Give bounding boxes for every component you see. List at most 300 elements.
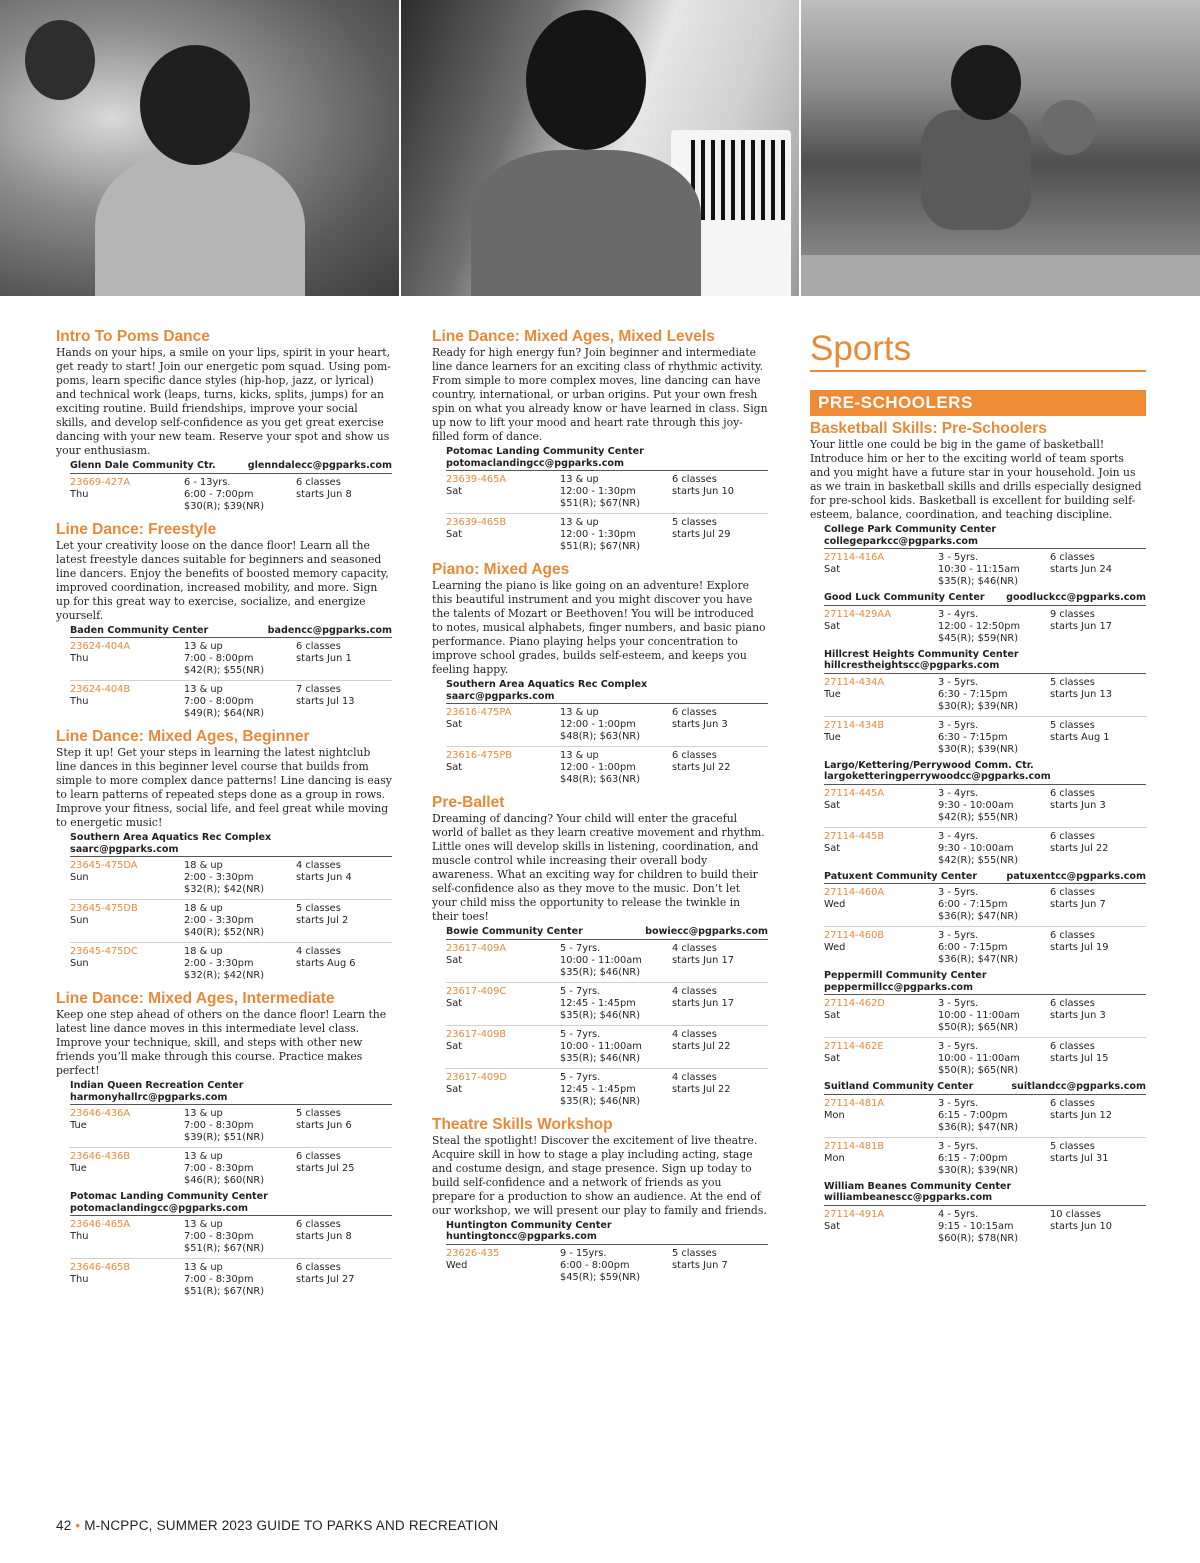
session-row <box>70 641 392 681</box>
start-date: starts Jun 24 <box>1050 564 1112 575</box>
meeting-time: 12:00 - 1:30pm <box>560 486 636 497</box>
session-row <box>446 986 768 1026</box>
age-range: 5 - 7yrs. <box>560 1071 601 1083</box>
course-fees: $36(R); $47(NR) <box>938 1121 1019 1133</box>
meeting-time: 12:00 - 1:00pm <box>560 719 636 730</box>
page-number: 42 <box>56 1518 72 1533</box>
placeholder-cell <box>70 665 184 677</box>
start-date: starts Jun 3 <box>1050 1010 1106 1021</box>
start-date: starts Jul 15 <box>1050 1053 1109 1064</box>
course-title: Line Dance: Mixed Ages, Mixed Levels <box>432 328 715 345</box>
meeting-time: 12:45 - 1:45pm <box>560 1083 636 1095</box>
meeting-time: 6:00 - 8:00pm <box>560 1259 630 1271</box>
venue-header <box>70 460 392 474</box>
course-listing <box>56 990 392 1301</box>
session-row <box>824 720 1146 759</box>
venue-email[interactable]: suitlandcc@pgparks.com <box>1011 1081 1146 1092</box>
course-code: 27114-462D <box>824 998 885 1009</box>
placeholder-cell <box>70 708 184 720</box>
course-code: 23617-409D <box>446 1071 507 1083</box>
meeting-day: Tue <box>70 1120 87 1131</box>
venue-email[interactable]: saarc@pgparks.com <box>70 843 179 855</box>
venue-email[interactable]: collegeparkcc@pgparks.com <box>824 535 978 547</box>
header-photo-strip <box>0 0 1200 296</box>
meeting-day: Sat <box>824 564 841 575</box>
placeholder-cell <box>824 911 938 923</box>
placeholder-cell <box>446 1053 560 1065</box>
course-description: Let your creativity loose on the dance floor! Learn all the latest freestyle dances suitable for beginners and seasoned line dancers. Enjoy the benefits of boosted memory capacity, improved coordination, increased mobility, and more. Sign up for this great way to exercise, socialize, and energize yourself. <box>56 538 389 622</box>
meeting-time: 7:00 - 8:30pm <box>184 1274 254 1285</box>
course-offering <box>824 649 1146 759</box>
meeting-day: Tue <box>70 1163 87 1174</box>
course-fees: $50(R); $65(NR) <box>938 1065 1019 1076</box>
age-range: 3 - 5yrs. <box>938 930 979 941</box>
meeting-day: Thu <box>70 653 89 664</box>
course-fees: $45(R); $59(NR) <box>560 1271 641 1283</box>
age-range: 5 - 7yrs. <box>560 942 601 954</box>
meeting-day: Sun <box>70 872 89 883</box>
age-range: 3 - 5yrs. <box>938 998 979 1009</box>
venue-header <box>824 524 1146 549</box>
start-date: starts Jun 8 <box>296 488 352 500</box>
session-row <box>446 1248 768 1287</box>
class-count: 4 classes <box>296 946 341 957</box>
start-date: starts Jun 7 <box>672 1259 728 1271</box>
age-range: 13 & up <box>560 517 599 528</box>
session-row <box>824 887 1146 927</box>
venue-name: Glenn Dale Community Ctr. <box>70 460 216 471</box>
age-range: 3 - 4yrs. <box>938 787 979 799</box>
venue-name: Hillcrest Heights Community Center <box>824 648 1019 660</box>
placeholder-cell <box>824 744 938 756</box>
class-count: 5 classes <box>1050 676 1095 688</box>
meeting-day: Sat <box>446 486 463 497</box>
venue-name: Southern Area Aquatics Rec Complex <box>70 832 272 843</box>
venue-email[interactable]: harmonyhallrc@pgparks.com <box>70 1091 228 1103</box>
course-fees: $51(R); $67(NR) <box>184 1286 265 1297</box>
meeting-day: Sat <box>824 1220 841 1232</box>
start-date: starts Jul 19 <box>1050 942 1109 953</box>
meeting-day: Thu <box>70 488 89 500</box>
course-fees: $51(R); $67(NR) <box>184 1243 265 1254</box>
meeting-day: Wed <box>824 942 846 953</box>
placeholder-cell <box>824 1065 938 1077</box>
class-count: 4 classes <box>672 1071 717 1083</box>
placeholder-cell <box>824 812 938 824</box>
sports-course-list <box>810 420 1146 1248</box>
venue-name: Patuxent Community Center <box>824 870 978 882</box>
session-row <box>446 707 768 747</box>
start-date: starts Jun 1 <box>296 653 352 664</box>
venue-email[interactable]: williambeanescc@pgparks.com <box>824 1192 993 1203</box>
age-range: 13 & up <box>184 641 223 652</box>
venue-name: Potomac Landing Community Center <box>70 1191 268 1202</box>
course-fees: $30(R); $39(NR) <box>938 700 1019 712</box>
venue-email[interactable]: goodluckcc@pgparks.com <box>1006 592 1146 603</box>
course-title: Line Dance: Mixed Ages, Beginner <box>56 728 310 745</box>
start-date: starts Jun 10 <box>672 486 734 497</box>
start-date: starts Jun 8 <box>296 1231 352 1242</box>
venue-name: Potomac Landing Community Center <box>446 446 644 457</box>
age-range: 5 - 7yrs. <box>560 1028 601 1040</box>
venue-email[interactable]: glenndalecc@pgparks.com <box>247 460 392 471</box>
course-code: 23645-475DA <box>70 860 138 871</box>
venue-header <box>824 760 1146 785</box>
venue-name: Huntington Community Center <box>446 1219 612 1231</box>
course-code: 23645-475DC <box>70 946 138 957</box>
course-listing <box>56 328 392 516</box>
course-code: 27114-491A <box>824 1208 885 1220</box>
class-count: 5 classes <box>672 1247 717 1259</box>
session-row <box>70 903 392 943</box>
course-offering <box>70 625 392 724</box>
venue-header <box>824 649 1146 674</box>
course-offering <box>824 524 1146 591</box>
start-date: starts Jun 4 <box>296 872 352 883</box>
start-date: starts Aug 1 <box>1050 731 1110 743</box>
course-listing <box>432 561 768 789</box>
class-count: 5 classes <box>296 903 341 914</box>
start-date: starts Aug 6 <box>296 958 356 969</box>
class-count: 7 classes <box>296 684 341 695</box>
class-count: 6 classes <box>1050 552 1095 563</box>
venue-header <box>824 592 1146 606</box>
start-date: starts Jul 22 <box>672 1040 731 1052</box>
venue-email[interactable]: badencc@pgparks.com <box>267 624 392 636</box>
course-code: 27114-429AA <box>824 608 892 620</box>
meeting-time: 7:00 - 8:00pm <box>184 696 254 707</box>
course-code: 23645-475DB <box>70 903 138 914</box>
left-column <box>56 328 392 1306</box>
class-count: 5 classes <box>1050 1140 1095 1152</box>
venue-header <box>446 446 768 471</box>
venue-name: Indian Queen Recreation Center <box>70 1080 244 1091</box>
venue-name: Good Luck Community Center <box>824 592 985 603</box>
venue-header <box>446 1220 768 1245</box>
meeting-time: 6:15 - 7:00pm <box>938 1109 1008 1121</box>
class-count: 4 classes <box>672 1028 717 1040</box>
course-fees: $45(R); $59(NR) <box>938 632 1019 644</box>
course-listing <box>56 521 392 724</box>
course-fees: $48(R); $63(NR) <box>560 731 641 742</box>
placeholder-cell <box>70 1243 184 1255</box>
start-date: starts Jun 12 <box>1050 1109 1112 1121</box>
placeholder-cell <box>824 1165 938 1177</box>
meeting-time: 12:00 - 12:50pm <box>938 620 1020 632</box>
placeholder-cell <box>446 498 560 510</box>
meeting-day: Sat <box>824 1053 841 1064</box>
venue-header <box>824 970 1146 995</box>
course-fees: $51(R); $67(NR) <box>560 541 641 552</box>
session-row <box>446 1029 768 1069</box>
venue-line <box>824 1081 1146 1093</box>
placeholder-cell <box>446 731 560 743</box>
placeholder-cell <box>70 1132 184 1144</box>
course-code: 23646-465A <box>70 1219 131 1230</box>
course-title: Piano: Mixed Ages <box>432 561 570 578</box>
venue-email[interactable]: saarc@pgparks.com <box>446 690 555 702</box>
venue-email[interactable]: potomaclandingcc@pgparks.com <box>70 1202 249 1214</box>
venue-line <box>824 871 1146 883</box>
start-date: starts Jul 22 <box>1050 842 1109 854</box>
course-fees: $51(R); $67(NR) <box>560 498 641 509</box>
course-offering <box>824 871 1146 970</box>
age-range: 3 - 5yrs. <box>938 676 979 688</box>
venue-header <box>824 1181 1146 1206</box>
session-row <box>446 1072 768 1111</box>
section-divider <box>810 370 1146 372</box>
meeting-time: 6:00 - 7:15pm <box>938 899 1008 910</box>
class-count: 5 classes <box>296 1108 341 1119</box>
start-date: starts Jul 2 <box>296 915 349 926</box>
course-code: 23624-404A <box>70 641 131 652</box>
meeting-time: 6:00 - 7:00pm <box>184 488 254 500</box>
course-code: 23639-465B <box>446 517 507 528</box>
course-offering <box>824 1081 1146 1180</box>
course-code: 27114-481A <box>824 1097 885 1109</box>
venue-name: Largo/Kettering/Perrywood Comm. Ctr. <box>824 759 1034 771</box>
session-row <box>70 946 392 985</box>
venue-email[interactable]: largoketteringperrywoodcc@pgparks.com <box>824 771 1051 782</box>
class-count: 5 classes <box>1050 719 1095 731</box>
age-range: 3 - 4yrs. <box>938 608 979 620</box>
course-code: 23624-404B <box>70 684 131 695</box>
course-offering <box>446 1220 768 1287</box>
age-range: 18 & up <box>184 860 223 871</box>
footer-separator: • <box>75 1518 81 1533</box>
placeholder-cell <box>70 1175 184 1187</box>
session-row <box>824 1141 1146 1180</box>
meeting-time: 10:00 - 11:00am <box>560 954 642 966</box>
women-dancing-photo <box>0 0 399 296</box>
meeting-time: 7:00 - 8:30pm <box>184 1120 254 1131</box>
session-row <box>70 1108 392 1148</box>
session-row <box>446 474 768 514</box>
session-row <box>70 860 392 900</box>
placeholder-cell <box>824 1022 938 1034</box>
course-fees: $36(R); $47(NR) <box>938 954 1019 965</box>
session-row <box>70 684 392 723</box>
placeholder-cell <box>70 970 184 982</box>
meeting-time: 12:00 - 1:00pm <box>560 762 636 773</box>
course-fees: $48(R); $63(NR) <box>560 774 641 785</box>
course-code: 23646-436B <box>70 1151 131 1162</box>
session-row <box>824 788 1146 828</box>
age-range: 3 - 5yrs. <box>938 1140 979 1152</box>
course-code: 23669-427A <box>70 476 131 488</box>
publication-title: M-NCPPC, SUMMER 2023 GUIDE TO PARKS AND RECREATION <box>84 1518 499 1533</box>
age-range: 6 - 13yrs. <box>184 476 231 488</box>
course-listing <box>810 420 1146 1248</box>
class-count: 6 classes <box>1050 998 1095 1009</box>
class-count: 4 classes <box>672 985 717 997</box>
meeting-day: Thu <box>70 1231 89 1242</box>
venue-email[interactable]: huntingtoncc@pgparks.com <box>446 1231 597 1242</box>
class-count: 6 classes <box>1050 1041 1095 1052</box>
course-listing <box>56 728 392 985</box>
venue-email[interactable]: potomaclandingcc@pgparks.com <box>446 457 625 469</box>
venue-email[interactable]: patuxentcc@pgparks.com <box>1006 870 1146 882</box>
class-count: 6 classes <box>672 750 717 761</box>
course-offering <box>446 926 768 1111</box>
class-count: 6 classes <box>1050 930 1095 941</box>
right-column <box>810 328 1146 1253</box>
meeting-time: 7:00 - 8:00pm <box>184 653 254 664</box>
meeting-time: 10:30 - 11:15am <box>938 564 1020 575</box>
placeholder-cell <box>446 1010 560 1022</box>
course-fees: $36(R); $47(NR) <box>938 911 1019 922</box>
course-code: 23616-475PA <box>446 707 512 718</box>
placeholder-cell <box>824 633 938 645</box>
start-date: starts Jun 3 <box>672 719 728 730</box>
start-date: starts Jul 31 <box>1050 1152 1109 1164</box>
course-title: Line Dance: Freestyle <box>56 520 217 538</box>
course-fees: $39(R); $51(NR) <box>184 1132 265 1143</box>
meeting-day: Sat <box>446 1083 463 1095</box>
venue-header <box>70 832 392 857</box>
session-row <box>70 1262 392 1301</box>
venue-header <box>70 1191 392 1216</box>
venue-email[interactable]: bowiecc@pgparks.com <box>645 926 768 937</box>
meeting-time: 9:15 - 10:15am <box>938 1220 1014 1232</box>
venue-name: Peppermill Community Center <box>824 970 987 981</box>
course-offering <box>824 592 1146 648</box>
course-fees: $46(R); $60(NR) <box>184 1175 265 1186</box>
session-row <box>824 1098 1146 1138</box>
session-row <box>824 998 1146 1038</box>
course-offering <box>446 679 768 789</box>
course-title: Pre-Ballet <box>432 794 505 811</box>
venue-header <box>70 1080 392 1105</box>
course-code: 27114-460B <box>824 930 885 941</box>
venue-name: Southern Area Aquatics Rec Complex <box>446 679 648 690</box>
class-count: 4 classes <box>672 942 717 954</box>
course-offering <box>824 970 1146 1080</box>
course-description: Hands on your hips, a smile on your lips, spirit in your heart, get ready to start! Join our energetic pom squad. Using pom-poms, learn specific dance styles (hip-hop, jazz, or lyrical) and technical work (leaps, turns, kicks, splits, jumps) for an exciting routine. Build friendships, improve your social skills, and develop self-confidence as you get great exercise dancing with your new team. Reserve your spot and show us your enthusiasm. <box>56 346 391 457</box>
venue-name: College Park Community Center <box>824 524 997 535</box>
placeholder-cell <box>824 701 938 713</box>
session-row <box>70 477 392 516</box>
venue-line <box>824 592 1146 604</box>
class-count: 6 classes <box>1050 830 1095 842</box>
venue-line <box>446 926 768 938</box>
course-description: Dreaming of dancing? Your child will enter the graceful world of ballet as they learn creative movement and rhythm. Little ones will develop skills in listening, coordination, and muscle control while increasing their overall body awareness. What an exciting way for children to build their self-confidence also as they move to the music. Don’t let your child miss the opportunity to release the twinkle in their toes! <box>432 812 765 923</box>
course-code: 23617-409C <box>446 985 507 997</box>
venue-header <box>446 926 768 940</box>
meeting-time: 12:00 - 1:30pm <box>560 529 636 540</box>
course-fees: $35(R); $46(NR) <box>938 576 1019 587</box>
meeting-time: 2:00 - 3:30pm <box>184 872 254 883</box>
age-range: 4 - 5yrs. <box>938 1208 979 1220</box>
meeting-day: Sat <box>824 1010 841 1021</box>
course-offering <box>70 1191 392 1301</box>
venue-email[interactable]: hillcrestheightscc@pgparks.com <box>824 660 1000 671</box>
course-offering <box>70 832 392 985</box>
age-range: 13 & up <box>184 1151 223 1162</box>
start-date: starts Jul 22 <box>672 1083 731 1095</box>
meeting-time: 9:30 - 10:00am <box>938 799 1014 811</box>
session-row <box>446 750 768 789</box>
course-code: 23617-409A <box>446 942 507 954</box>
meeting-time: 6:00 - 7:15pm <box>938 942 1008 953</box>
course-description: Keep one step ahead of others on the dance floor! Learn the latest line dance moves in this intermediate level class. Improve your technique, skill, and steps with other new friends you’ll make through this course. Practice makes perfect! <box>56 1008 387 1077</box>
start-date: starts Jun 7 <box>1050 899 1106 910</box>
class-count: 6 classes <box>296 476 341 488</box>
venue-header <box>446 679 768 704</box>
course-code: 27114-434B <box>824 719 885 731</box>
meeting-time: 6:15 - 7:00pm <box>938 1152 1008 1164</box>
course-fees: $60(R); $78(NR) <box>938 1232 1019 1244</box>
age-range: 3 - 4yrs. <box>938 830 979 842</box>
age-range: 13 & up <box>184 1262 223 1273</box>
course-fees: $42(R); $55(NR) <box>938 854 1019 866</box>
venue-header <box>824 1081 1146 1095</box>
venue-email[interactable]: peppermillcc@pgparks.com <box>824 981 973 993</box>
course-title: Intro To Poms Dance <box>56 328 210 345</box>
course-offering <box>70 460 392 516</box>
venue-name: Suitland Community Center <box>824 1081 974 1092</box>
course-description: Ready for high energy fun? Join beginner and intermediate line dance learners for an exciting class of rhythmic activity. From simple to more complex moves, line dancing can have country, international, or urban origins. Put your own fresh spin on what you already know or have learned in class. Sign up now to lift your mood and heart rate through this joy-filled form of dance. <box>432 346 768 443</box>
start-date: starts Jun 13 <box>1050 688 1112 700</box>
child-basketball-photo <box>801 0 1200 296</box>
meeting-day: Sat <box>824 799 841 811</box>
meeting-day: Sat <box>824 620 841 632</box>
class-count: 6 classes <box>672 474 717 485</box>
course-fees: $32(R); $42(NR) <box>184 884 265 895</box>
session-row <box>446 517 768 556</box>
venue-line <box>70 625 392 637</box>
boy-playing-piano-photo <box>401 0 800 296</box>
class-count: 6 classes <box>1050 1097 1095 1109</box>
course-offering <box>824 1181 1146 1248</box>
start-date: starts Jun 17 <box>1050 620 1112 632</box>
session-row <box>824 677 1146 717</box>
course-code: 27114-462E <box>824 1041 884 1052</box>
course-code: 27114-416A <box>824 552 885 563</box>
course-fees: $42(R); $55(NR) <box>184 665 265 676</box>
session-row <box>70 1219 392 1259</box>
start-date: starts Jun 10 <box>1050 1220 1112 1232</box>
course-code: 23626-435 <box>446 1247 500 1259</box>
meeting-day: Sat <box>446 1040 463 1052</box>
course-title: Theatre Skills Workshop <box>432 1115 613 1133</box>
course-fees: $32(R); $42(NR) <box>184 970 265 981</box>
course-code: 27114-445A <box>824 787 885 799</box>
age-range: 13 & up <box>184 1108 223 1119</box>
start-date: starts Jul 22 <box>672 762 731 773</box>
course-fees: $49(R); $64(NR) <box>184 708 265 719</box>
placeholder-cell <box>446 967 560 979</box>
start-date: starts Jun 3 <box>1050 799 1106 811</box>
start-date: starts Jul 27 <box>296 1274 355 1285</box>
venue-line <box>70 460 392 472</box>
meeting-day: Sat <box>446 954 463 966</box>
course-listing <box>432 328 768 556</box>
age-range: 3 - 5yrs. <box>938 887 979 898</box>
meeting-time: 10:00 - 11:00am <box>938 1053 1020 1064</box>
meeting-day: Tue <box>824 731 841 743</box>
venue-name: Baden Community Center <box>70 624 209 636</box>
start-date: starts Jul 25 <box>296 1163 355 1174</box>
meeting-time: 10:00 - 11:00am <box>938 1010 1020 1021</box>
start-date: starts Jul 29 <box>672 529 731 540</box>
meeting-day: Wed <box>824 899 846 910</box>
placeholder-cell <box>70 927 184 939</box>
class-count: 6 classes <box>1050 787 1095 799</box>
course-title: Line Dance: Mixed Ages, Intermediate <box>56 990 335 1007</box>
course-description: Steal the spotlight! Discover the excitement of live theatre. Acquire skill in how to stage a play including acting, stage and costume design, and stage presence. Sign up today to build self-confidence and a network of friends as you prepare for a production to show an audience. At the end of our workshop, we will present our play to family and friends. <box>432 1133 767 1217</box>
placeholder-cell <box>446 1272 560 1284</box>
